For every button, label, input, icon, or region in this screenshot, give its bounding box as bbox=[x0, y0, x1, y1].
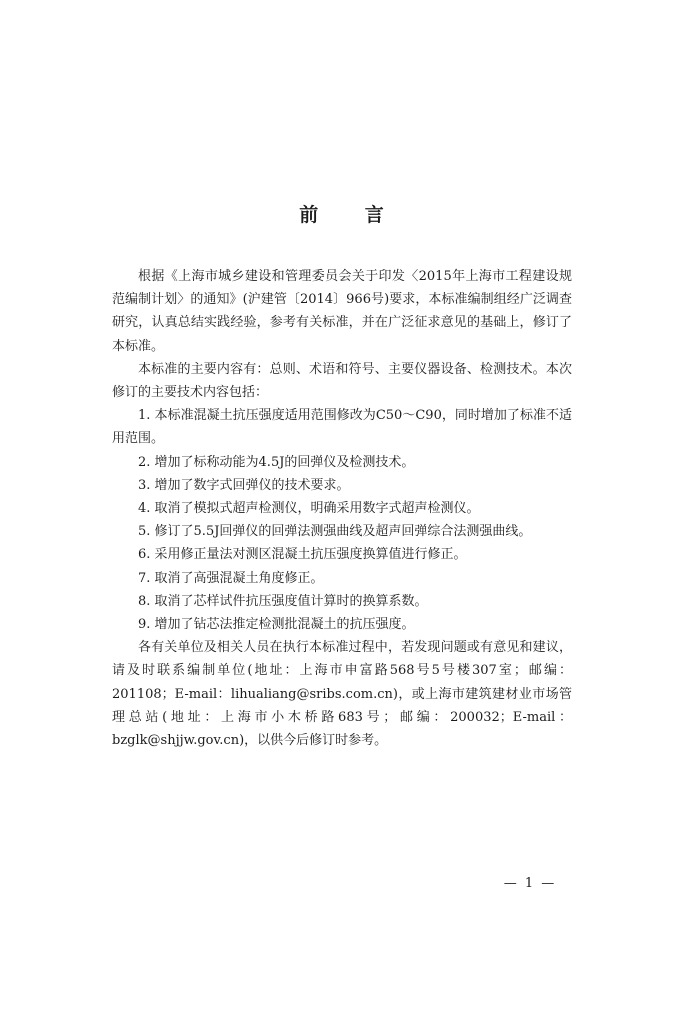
revision-item-5: 5. 修订了5.5J回弹仪的回弹法测强曲线及超声回弹综合法测强曲线。 bbox=[138, 524, 532, 540]
intro-paragraph: 根据《上海市城乡建设和管理委员会关于印发〈2015年上海市工程建设规范编制计划〉的通知》(沪建管〔2014〕966号)要求，本标准编制组经广泛调查研究，认真总结实践经验，参考有关标准，并在广泛征求意见的基础上，修订了本标准。 bbox=[112, 269, 572, 354]
revision-item-4: 4. 取消了模拟式超声检测仪，明确采用数字式超声检测仪。 bbox=[138, 501, 480, 517]
revision-item-7: 7. 取消了高强混凝土角度修正。 bbox=[138, 570, 324, 586]
page-number: — 1 — bbox=[503, 876, 557, 891]
revision-item-6: 6. 采用修正量法对测区混凝土抗压强度换算值进行修正。 bbox=[138, 547, 467, 563]
revision-item-8: 8. 取消了芯样试件抗压强度值计算时的换算系数。 bbox=[138, 593, 428, 609]
revision-item-9: 9. 增加了钻芯法推定检测批混凝土的抗压强度。 bbox=[138, 617, 415, 633]
content-summary-paragraph: 本标准的主要内容有：总则、术语和符号、主要仪器设备、检测技术。本次修订的主要技术内容包括： bbox=[112, 361, 572, 401]
revision-item-3: 3. 增加了数字式回弹仪的技术要求。 bbox=[138, 477, 350, 493]
preface-body bbox=[112, 265, 572, 752]
revision-item-1: 1. 本标准混凝土抗压强度适用范围修改为C50～C90，同时增加了标准不适用范围。 bbox=[112, 408, 572, 447]
closing-paragraph: 各有关单位及相关人员在执行本标准过程中，若发现问题或有意见和建议，请及时联系编制单位(地址：上海市申富路568号5号楼307室；邮编：201108；E-mail：lihualiang@sribs.com.cn)，或上海市建筑建材业市场管理总站(地址：上海市小木桥路683号；邮编：200032；E-mail：bzglk@shjjw.gov.cn)，以供今后修订时参考。 bbox=[112, 640, 572, 749]
page-title: 前 言 bbox=[299, 204, 404, 226]
revision-item-2: 2. 增加了标称动能为4.5J的回弹仪及检测技术。 bbox=[138, 454, 415, 470]
